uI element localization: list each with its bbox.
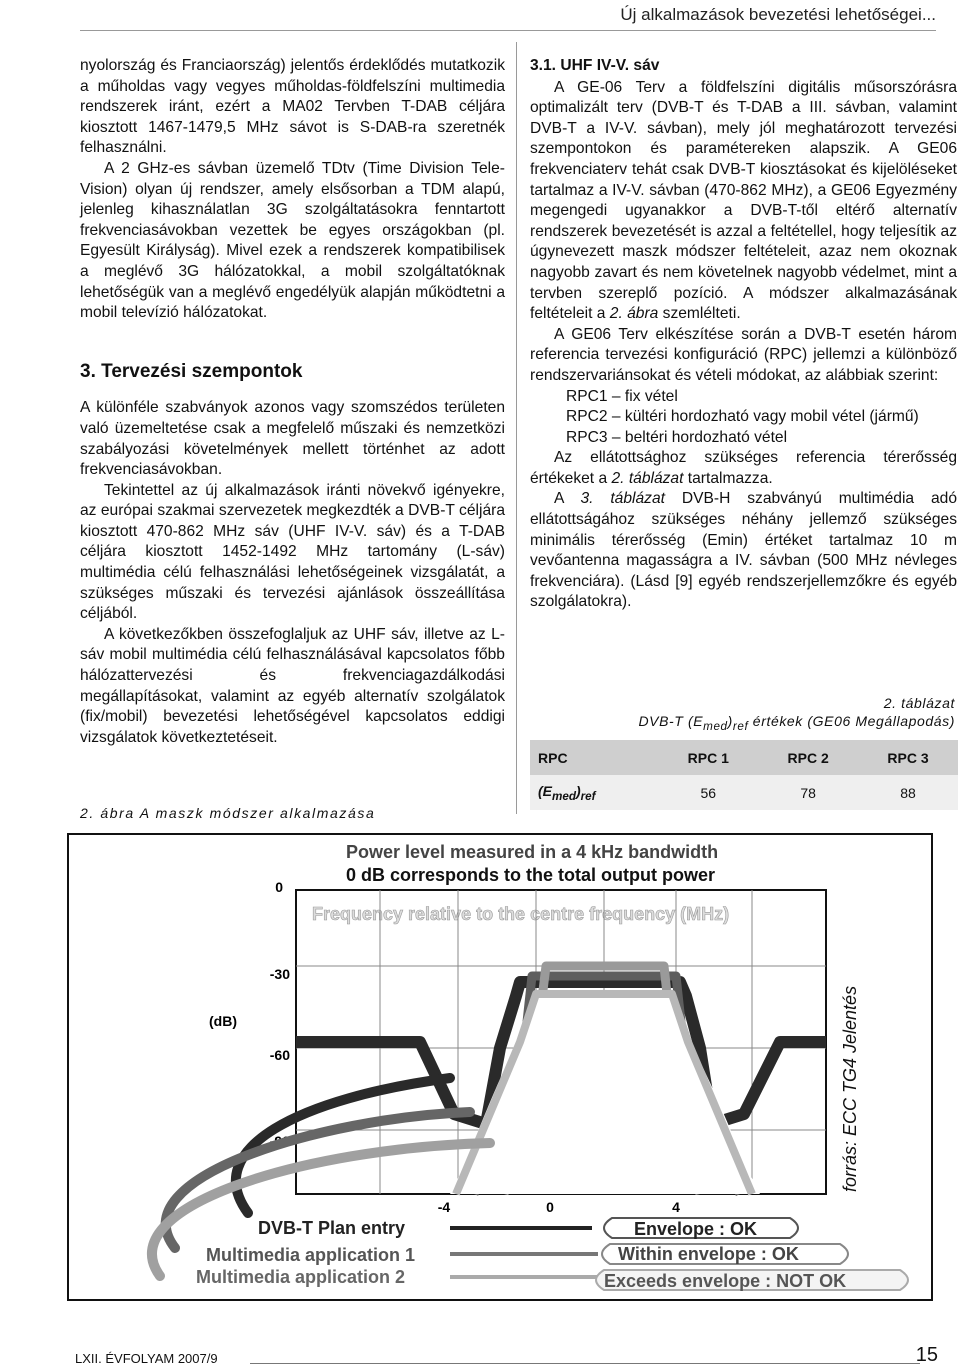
y-unit-label: (dB) xyxy=(209,1013,237,1029)
table-cell: 56 xyxy=(658,775,758,810)
mask-method-figure xyxy=(0,828,960,1308)
y-tick-label: -90 xyxy=(269,1133,290,1149)
column-divider xyxy=(516,42,517,814)
table-caption-title: DVB-T $(E_{med})_{ref}$ értékek (GE06 Megállapodás) xyxy=(638,713,955,733)
table-cell: 88 xyxy=(858,775,958,810)
legend-exceeds-envelope: Exceeds envelope : NOT OK xyxy=(604,1271,847,1291)
x-tick-label: 0 xyxy=(546,1199,554,1215)
table-header-row xyxy=(530,740,958,775)
paragraph: A 3. táblázat DVB-H szabványú multimédia adó ellátottságához szükséges néhány jellemző szükséges minimális térerősség (Emin) értéket tartalmaz 10 m vevőantenna magasságra a IV. sávban (500 MHz névleges frekvenciára). (Lásd [9] egyéb rendszerjellemzőkre és egyéb szolgálatokra). xyxy=(530,490,957,611)
table-header-cell: RPC 3 xyxy=(858,740,958,775)
paragraph: A következőkben összefoglaljuk az UHF sáv, illetve az L-sáv mobil multimédia célú felhasználásával kapcsolatos főbb hálózattervezési és frekvenciagazdálkodási megállapításokat, valamint az egyéb alternatív szolgálatok (fix/mobil) bevezetési lehetőségével kapcsolatos eddigi vizsgálatok következtetéseit. xyxy=(80,625,505,746)
y-tick-label: -30 xyxy=(269,966,290,982)
x-tick-label: -4 xyxy=(437,1199,451,1215)
reference-field-table xyxy=(530,740,958,810)
paragraph: A GE06 Terv elkészítése során a DVB-T esetén három referencia tervezési konfiguráció (RPC) jellemzi a különböző rendszervariánsokat és vételi módokat, az alábbiak szerint: xyxy=(530,325,957,384)
table-header-cell: RPC 2 xyxy=(758,740,858,775)
table-row-label: $(E_{med})_{ref}$ xyxy=(530,775,658,810)
list-item: RPC1 – fix vétel xyxy=(566,387,678,405)
legend-multimedia-2: Multimedia application 2 xyxy=(196,1267,406,1287)
table-cell: 78 xyxy=(758,775,858,810)
footer-rule xyxy=(250,1363,920,1364)
figure-caption: 2. ábra A maszk módszer alkalmazása xyxy=(80,805,376,821)
page-number: 15 xyxy=(915,1344,938,1366)
table-row xyxy=(530,775,958,810)
table-header-cell: RPC xyxy=(530,740,658,775)
figure-title-1: Power level measured in a 4 kHz bandwidth xyxy=(346,842,719,862)
paragraph: nyolország és Franciaország) jelentős érdeklődés mutatkozik a műholdas vagy vegyes műholdas-földfelszíni multimedia rendszerek iránt, ezért a MA02 Tervben T-DAB céljára kiosztott 1467-1479,5 MHz sávot is S-DAB-ra szeretnék felhasználni. xyxy=(80,57,505,157)
list-item: RPC2 – kültéri hordozható vagy mobil vétel (jármű) xyxy=(566,408,919,426)
x-axis-label: Frequency relative to the centre frequency (MHz) xyxy=(312,904,730,924)
paragraph: A GE-06 Terv a földfelszíni digitális műsorszórásra optimalizált terv (DVB-T és T-DAB a III. sávban, valamint DVB-T a IV-V. sávban), mely jól meghatározott tervezési szempontokon és paramétereken alapszik. A GE06 frekvenciaterv tehát csak DVB-T kiosztásokat és kijelöléseket tartalmaz a IV-V. sávban (470-862 MHz), a GE06 Egyezmény megengedi ugyanakkor a DVB-T-től eltérő alternatív rendszerek bevezetését is azzal a feltétellel, hogy teljesítik az úgynevezett maszk módszer feltételeit, azaz nem okoznak nagyobb zavart és nem követelnek nagyobb védelmet, mint a tervben szereplő pozíció. A módszer alkalmazásának feltételeit a 2. ábra szemlélteti. xyxy=(530,78,957,323)
right-column xyxy=(530,56,957,613)
x-tick-label: 4 xyxy=(672,1199,680,1215)
paragraph: Tekintettel az új alkalmazások iránti növekvő igényekre, az európai szakmai szervezetek megkezdték a DVB-T céljára kiosztott 470-862 MHz sáv (UHF IV-V. sáv) és a T-DAB céljára kiosztott 1452-1492 MHz tartomány (L-sáv) multimédia célú felhasználási lehetőségeinek vizsgálatát, a szükséges műszaki és tervezési ajánlások összeállítása céljából. xyxy=(80,481,505,623)
footer-issue: LXII. ÉVFOLYAM 2007/9 xyxy=(75,1351,218,1366)
source-note: forrás: ECC TG4 Jelentés xyxy=(840,985,860,1192)
y-tick-label: -60 xyxy=(269,1047,290,1063)
table-caption-number: 2. táblázat xyxy=(883,695,955,711)
header-rule xyxy=(80,30,936,31)
list-item: RPC3 – beltéri hordozható vétel xyxy=(566,428,788,446)
legend-envelope-ok: Envelope : OK xyxy=(634,1219,758,1239)
paragraph: Az ellátottsághoz szükséges referencia térerősség értékeket a 2. táblázat tartalmazza. xyxy=(530,449,957,487)
running-header: Új alkalmazások bevezetési lehetőségei... xyxy=(620,5,936,24)
paragraph: A különféle szabványok azonos vagy szomszédos területen való üzemeltetése csak a megfelelő műszaki és nemzetközi szabályozási követelmények mellett történhet az adott frekvenciasávokban. xyxy=(80,399,505,479)
y-tick-label: 0 xyxy=(275,879,283,895)
legend-multimedia-1: Multimedia application 1 xyxy=(206,1245,416,1265)
subsection-heading: 3.1. UHF IV-V. sáv xyxy=(530,57,660,74)
table-header-cell: RPC 1 xyxy=(658,740,758,775)
paragraph: A 2 GHz-es sávban üzemelő TDtv (Time Division Tele-Vision) olyan új rendszer, amely elsősorban a TDM alapú, jelenleg kihasználatlan 3G szolgáltatásokra fenntartott frekvenciasávokban vezettek be egyes országokban (pl. Egyesült Királyság). Mivel ezek a rendszerek kompatibilisek a meglévő 3G hálózatokkal, a mobil szolgáltatóknak lehetőségük van a meglévő engedélyük alapján működtetni a mobil televízió hálózatokat. xyxy=(80,159,505,322)
legend-within-envelope: Within envelope : OK xyxy=(618,1244,799,1264)
section-heading: 3. Tervezési szempontok xyxy=(80,360,303,382)
left-column xyxy=(80,56,505,748)
figure-title-2: 0 dB corresponds to the total output power xyxy=(346,865,715,885)
legend-dvbt-plan: DVB-T Plan entry xyxy=(258,1218,406,1238)
